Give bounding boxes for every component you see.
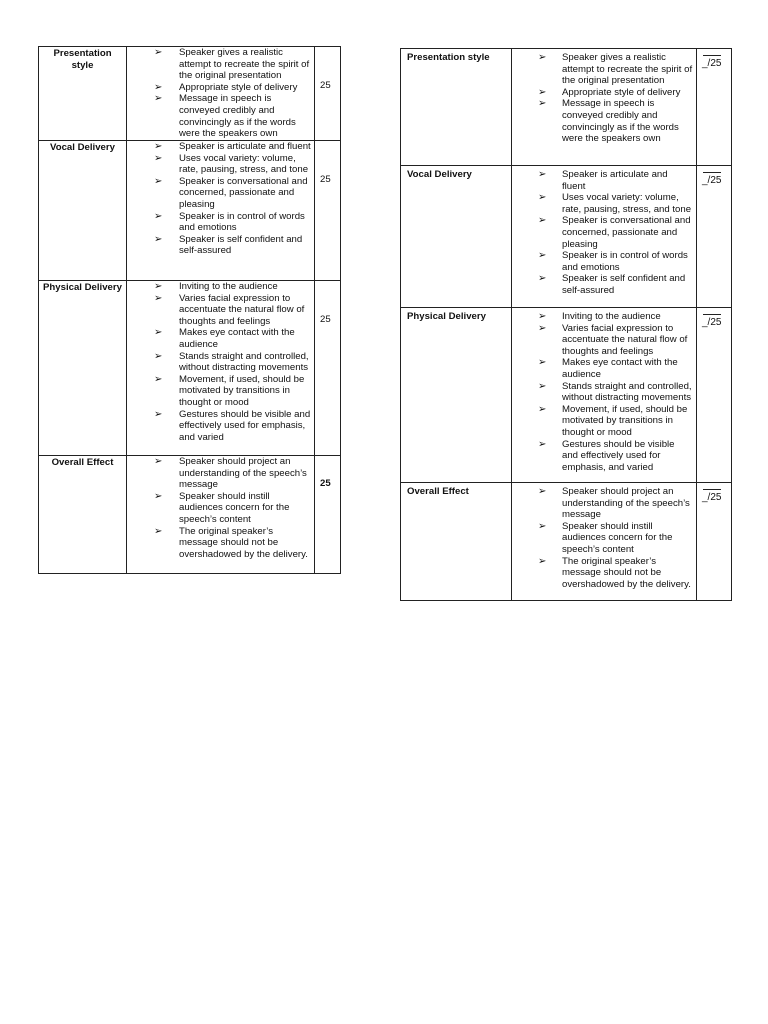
criteria-item: ➢ Speaker is articulate and fluent <box>154 141 311 152</box>
criteria-item: ➢ Speaker is articulate and fluent <box>538 169 668 192</box>
arrow-bullet-icon: ➢ <box>154 210 163 222</box>
arrow-bullet-icon: ➢ <box>538 520 547 532</box>
criteria-cell <box>512 308 697 483</box>
score-slot-label: _/25 <box>702 492 722 503</box>
criteria-cell <box>127 456 315 574</box>
arrow-bullet-icon: ➢ <box>154 152 163 164</box>
rubric-row-physical-delivery <box>39 281 341 456</box>
arrow-bullet-icon: ➢ <box>538 98 547 110</box>
category-cell: Vocal Delivery <box>401 166 512 308</box>
arrow-bullet-icon: ➢ <box>154 93 163 105</box>
criteria-list <box>512 49 696 145</box>
rubric-table-left <box>38 46 341 574</box>
criteria-item: ➢ Speaker gives a realistic attempt to recreate the spirit of the original presentation <box>154 47 310 82</box>
rubric-row-presentation-style <box>401 49 732 166</box>
rubric-table-right <box>400 48 732 601</box>
criteria-item: ➢ Stands straight and controlled, without distracting movements <box>538 380 692 404</box>
criteria-item: ➢ Varies facial expression to accentuate the natural flow of thoughts and feelings <box>538 322 688 357</box>
criteria-item: ➢ Gestures should be visible and effectively used for emphasis, and varied <box>538 438 675 473</box>
rubric-row-overall-effect <box>401 483 732 601</box>
arrow-bullet-icon: ➢ <box>538 438 547 450</box>
criteria-item: ➢ Speaker is conversational and concerned, passionate and pleasing <box>538 215 691 250</box>
arrow-bullet-icon: ➢ <box>154 456 163 467</box>
arrow-bullet-icon: ➢ <box>538 169 547 180</box>
score-slot-label: _/25 <box>702 175 722 186</box>
category-cell: Overall Effect <box>39 456 127 574</box>
arrow-bullet-icon: ➢ <box>538 192 547 204</box>
arrow-bullet-icon: ➢ <box>154 141 163 152</box>
criteria-item: ➢ Gestures should be visible and effectively used for emphasis, and varied <box>154 408 311 443</box>
criteria-item: ➢ Message in speech is conveyed credibly and convincingly as if the words were the speakers own <box>154 93 296 140</box>
arrow-bullet-icon: ➢ <box>538 486 547 497</box>
criteria-item: ➢ Speaker should project an understanding of the speech’s message <box>154 456 307 491</box>
criteria-item: ➢ Appropriate style of delivery <box>538 86 681 98</box>
arrow-bullet-icon: ➢ <box>538 250 547 262</box>
criteria-item: ➢ Movement, if used, should be motivated by transitions in thought or mood <box>538 403 688 438</box>
criteria-cell <box>512 483 697 601</box>
score-entry-cell[interactable] <box>697 49 732 166</box>
rubric-row-vocal-delivery <box>401 166 732 308</box>
criteria-cell <box>127 141 315 281</box>
criteria-item: ➢ Inviting to the audience <box>154 281 278 292</box>
criteria-item: ➢ Uses vocal variety: volume, rate, pausing, stress, and tone <box>538 192 692 215</box>
arrow-bullet-icon: ➢ <box>538 86 547 98</box>
criteria-list <box>127 456 314 560</box>
arrow-bullet-icon: ➢ <box>538 357 547 369</box>
rubric-row-overall-effect <box>39 456 341 574</box>
arrow-bullet-icon: ➢ <box>154 525 163 537</box>
arrow-bullet-icon: ➢ <box>154 292 163 304</box>
category-cell: Presentation style <box>401 49 512 166</box>
criteria-list <box>127 141 314 257</box>
category-cell: Physical Delivery <box>39 281 127 456</box>
category-cell: Overall Effect <box>401 483 512 601</box>
arrow-bullet-icon: ➢ <box>154 281 163 292</box>
arrow-bullet-icon: ➢ <box>154 408 163 420</box>
criteria-cell <box>512 49 697 166</box>
criteria-item: ➢ Message in speech is conveyed credibly and convincingly as if the words were the speakers own <box>538 98 679 145</box>
criteria-list <box>512 483 696 590</box>
score-slot-label: _/25 <box>702 58 722 69</box>
arrow-bullet-icon: ➢ <box>538 322 547 334</box>
criteria-item: ➢ Appropriate style of delivery <box>154 81 298 93</box>
score-entry-cell[interactable] <box>697 308 732 483</box>
criteria-cell <box>127 281 315 456</box>
criteria-item: ➢ Speaker should project an understanding of the speech’s message <box>538 486 690 521</box>
arrow-bullet-icon: ➢ <box>538 52 547 63</box>
rubric-row-vocal-delivery <box>39 141 341 281</box>
criteria-item: ➢ Speaker is self confident and self-assured <box>154 233 303 257</box>
arrow-bullet-icon: ➢ <box>154 47 163 58</box>
criteria-item: ➢ The original speaker’s message should not be overshadowed by the delivery. <box>154 525 308 560</box>
arrow-bullet-icon: ➢ <box>538 380 547 392</box>
category-cell: Physical Delivery <box>401 308 512 483</box>
criteria-item: ➢ Speaker should instill audiences concern for the speech’s content <box>154 490 290 525</box>
criteria-item: ➢ Speaker gives a realistic attempt to recreate the spirit of the original presentation <box>538 52 693 87</box>
arrow-bullet-icon: ➢ <box>538 215 547 227</box>
criteria-list <box>127 281 314 443</box>
criteria-item: ➢ Uses vocal variety: volume, rate, pausing, stress, and tone <box>154 152 309 176</box>
criteria-item: ➢ Speaker is in control of words and emotions <box>154 210 305 234</box>
arrow-bullet-icon: ➢ <box>154 327 163 339</box>
score-cell: 25 <box>315 141 341 281</box>
criteria-item: ➢ Speaker is self confident and self-assured <box>538 273 686 296</box>
arrow-bullet-icon: ➢ <box>154 373 163 385</box>
rubric-row-presentation-style <box>39 47 341 141</box>
criteria-item: ➢ Speaker is in control of words and emotions <box>538 250 688 273</box>
criteria-item: ➢ Speaker should instill audiences concern for the speech’s content <box>538 520 673 555</box>
arrow-bullet-icon: ➢ <box>154 490 163 502</box>
criteria-item: ➢ Stands straight and controlled, without distracting movements <box>154 350 309 374</box>
criteria-item: ➢ The original speaker’s message should not be overshadowed by the delivery. <box>538 555 691 590</box>
arrow-bullet-icon: ➢ <box>538 311 547 322</box>
criteria-cell <box>127 47 315 141</box>
arrow-bullet-icon: ➢ <box>154 233 163 245</box>
criteria-list <box>512 166 696 297</box>
category-cell: Vocal Delivery <box>39 141 127 281</box>
criteria-list <box>127 47 314 140</box>
score-cell: 25 <box>315 281 341 456</box>
arrow-bullet-icon: ➢ <box>154 175 163 187</box>
criteria-item: ➢ Speaker is conversational and concerned, passionate and pleasing <box>154 175 308 210</box>
rubric-row-physical-delivery <box>401 308 732 483</box>
criteria-list <box>512 308 696 473</box>
criteria-cell <box>512 166 697 308</box>
criteria-item: ➢ Varies facial expression to accentuate the natural flow of thoughts and feelings <box>154 292 305 327</box>
arrow-bullet-icon: ➢ <box>154 81 163 93</box>
arrow-bullet-icon: ➢ <box>538 273 547 285</box>
arrow-bullet-icon: ➢ <box>538 555 547 567</box>
criteria-item: ➢ Inviting to the audience <box>538 311 661 322</box>
criteria-item: ➢ Makes eye contact with the audience <box>538 357 678 380</box>
category-cell: Presentation style <box>39 47 127 141</box>
score-entry-cell[interactable] <box>697 166 732 308</box>
score-cell: 25 <box>315 456 341 574</box>
score-slot-label: _/25 <box>702 317 722 328</box>
arrow-bullet-icon: ➢ <box>538 403 547 415</box>
score-cell: 25 <box>315 47 341 141</box>
criteria-item: ➢ Movement, if used, should be motivated by transitions in thought or mood <box>154 373 305 408</box>
score-entry-cell[interactable] <box>697 483 732 601</box>
arrow-bullet-icon: ➢ <box>154 350 163 362</box>
criteria-item: ➢ Makes eye contact with the audience <box>154 327 295 350</box>
